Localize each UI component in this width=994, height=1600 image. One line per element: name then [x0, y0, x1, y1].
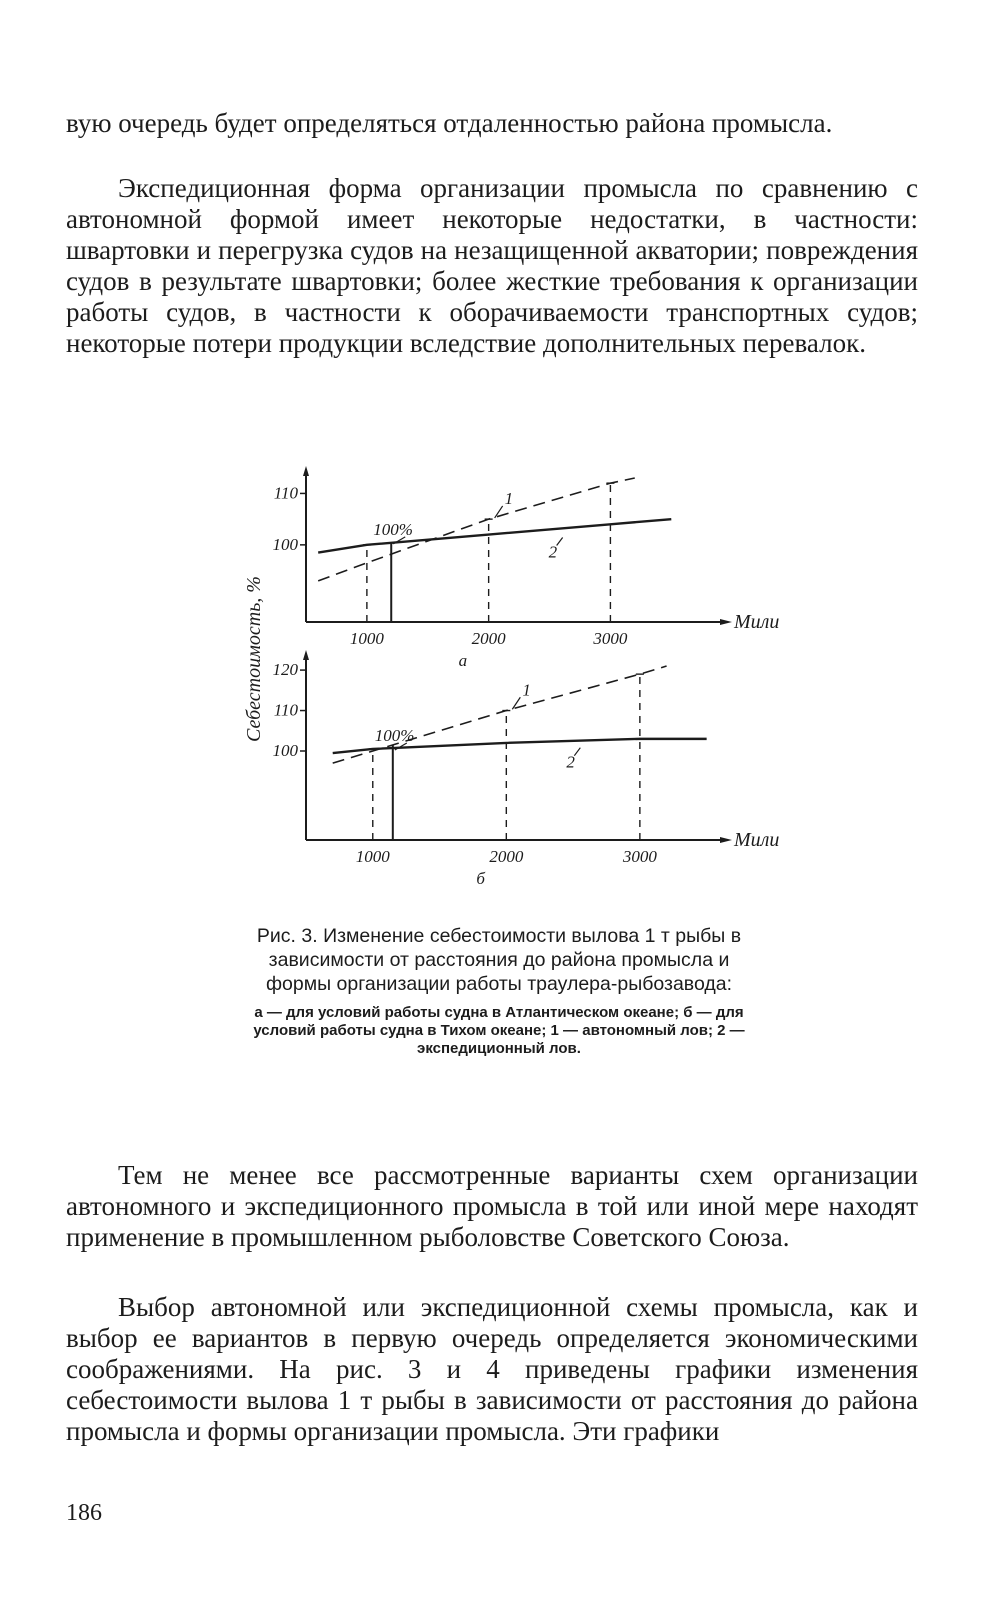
y-tick-label-1-2: 120	[272, 660, 298, 680]
y-tick-label-1-1: 110	[273, 700, 298, 720]
y-tick-label-1-0: 100	[272, 741, 298, 760]
panel-label-1: б	[476, 869, 485, 888]
series-label-0-1: 2	[548, 542, 558, 562]
annotation-100-percent-1: 100%	[374, 726, 415, 745]
caption-title: Рис. 3. Изменение себестоимости вылова 1 т рыбы в зависимости от расстояния до района промысла и формы организации работы траулера-рыбозавода:	[256, 925, 742, 995]
annotation-100-percent-0: 100%	[373, 519, 413, 539]
paragraph-4: Выбор автономной или экспедиционной схемы промысла, как и выбор ее вариантов в первую очередь определяется экономическими соображениями. На рис. 3 и 4 приведены графики изменения себестоимости вылова 1 т рыбы в зависимости от расстояния до района промысла и формы организации промысла. Эти графики	[66, 1292, 918, 1446]
page-number: 186	[66, 1500, 102, 1526]
series-line-0-1	[318, 519, 671, 552]
panel-label-0: а	[458, 651, 468, 670]
series-label-leader-1-1	[574, 748, 580, 756]
series-label-0-0: 1	[504, 488, 514, 508]
y-tick-label-0-0: 100	[272, 534, 298, 554]
figure-3	[230, 462, 780, 912]
figure-caption	[234, 924, 764, 1058]
x-axis-label-0: Мили	[734, 611, 780, 633]
caption-legend: а — для условий работы судна в Атлантическом океане; б — для условий работы судна в Тихом океане; 1 — автономный лов; 2 — экспедиционный лов.	[253, 1004, 745, 1057]
x-tick-label-0-2: 3000	[593, 629, 628, 648]
x-axis-label-1: Мили	[734, 829, 780, 851]
y-axis-arrow-0	[303, 466, 309, 476]
x-axis-arrow-1	[720, 837, 732, 843]
figure-chart	[230, 462, 780, 912]
paragraph-3: Тем не менее все рассмотренные варианты схем организации автономного и экспедиционного промысла в той или иной мере находят применение в промышленном рыболовстве Советского Союза.	[66, 1160, 918, 1252]
x-tick-label-0-1: 2000	[471, 629, 506, 648]
y-tick-label-0-1: 110	[273, 483, 298, 503]
x-tick-label-1-1: 2000	[489, 847, 524, 866]
series-label-leader-0-1	[557, 537, 563, 545]
x-axis-arrow-0	[720, 619, 732, 625]
x-tick-label-1-0: 1000	[355, 847, 390, 866]
series-label-1-1: 2	[566, 752, 575, 772]
paragraph-1: вую очередь будет определяться отдаленностью района промысла.	[66, 108, 833, 138]
x-tick-label-0-0: 1000	[349, 629, 384, 648]
y-axis-title: Себестоимость, %	[243, 576, 265, 742]
series-line-0-0	[318, 478, 635, 581]
series-label-1-0: 1	[522, 680, 531, 700]
y-axis-arrow-1	[303, 650, 309, 660]
paragraph-2: Экспедиционная форма организации промысла по сравнению с автономной формой имеет некоторые недостатки, в частности: швартовки и перегрузка судов на незащищенной акватории; повреждения судов в результате швартовки; более жесткие требования к организации работы судов, в частности к оборачиваемости транспортных судов; некоторые потери продукции вследствие дополнительных перевалок.	[66, 173, 918, 358]
x-tick-label-1-2: 3000	[622, 847, 657, 866]
